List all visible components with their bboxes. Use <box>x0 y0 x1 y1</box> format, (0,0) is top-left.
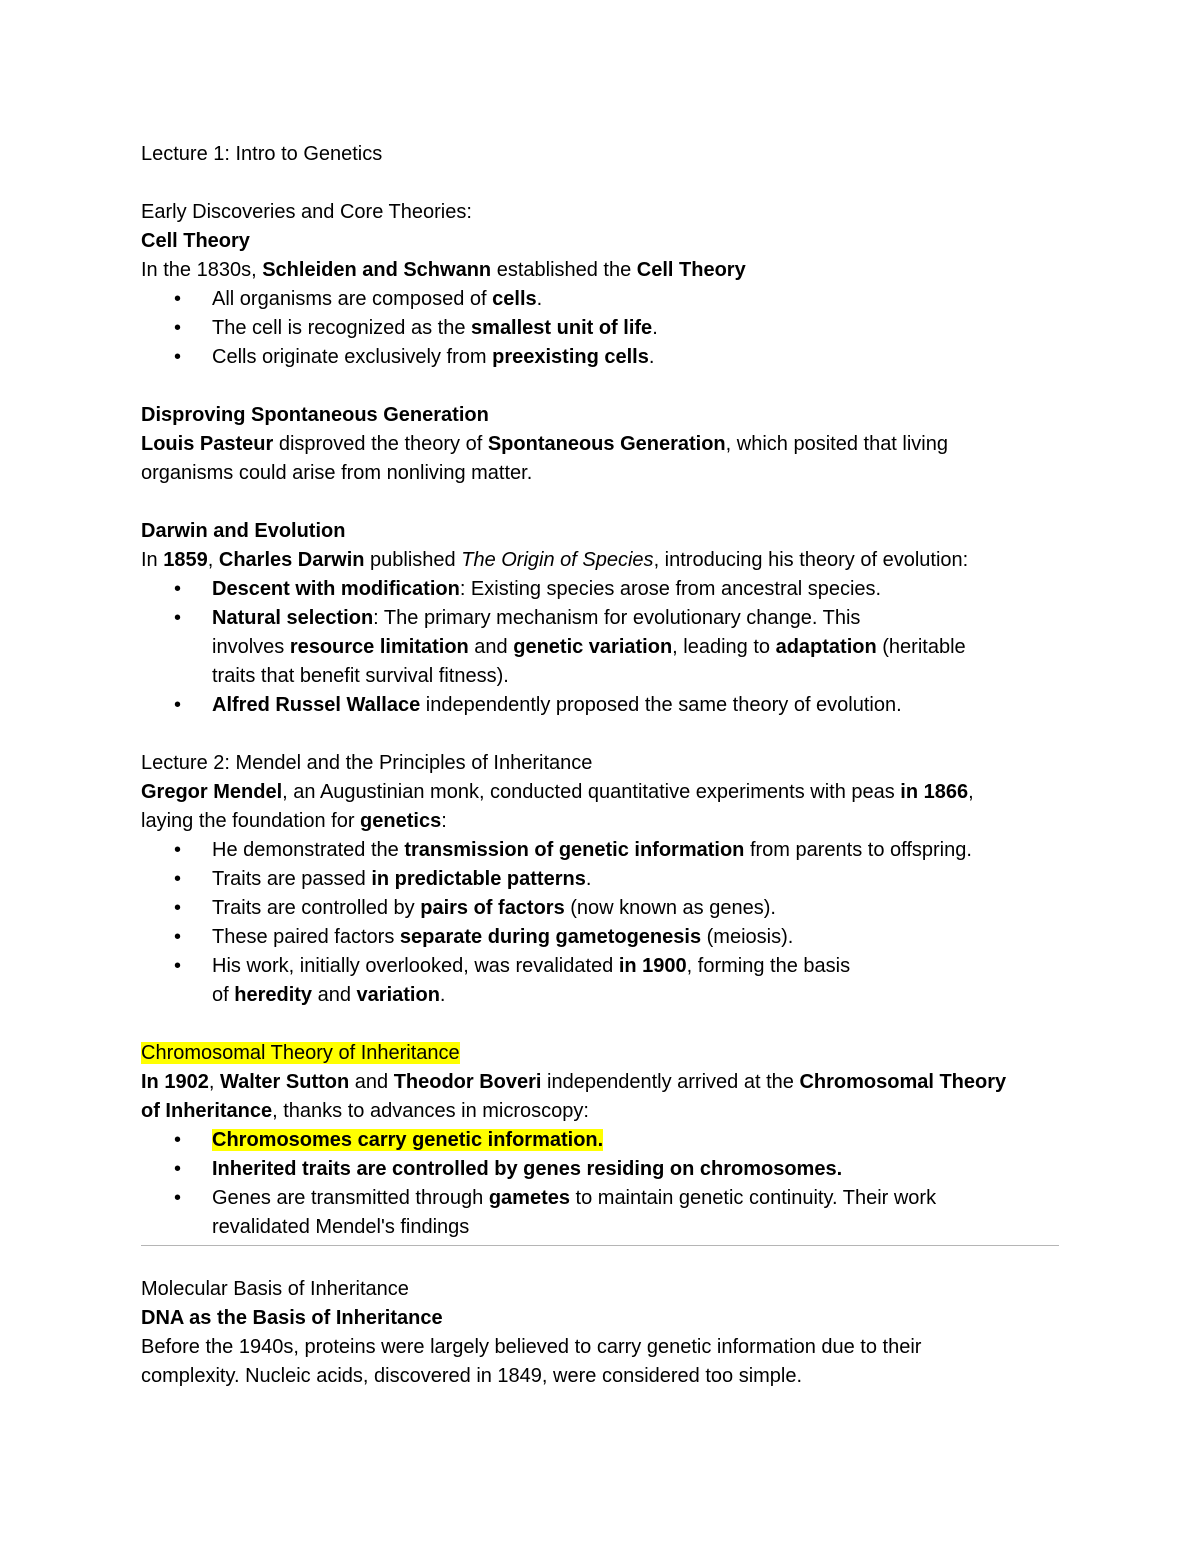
bullet-icon: • <box>174 839 182 861</box>
bullet-icon: • <box>174 1187 182 1209</box>
darwin-intro: In 1859, Charles Darwin published The Origin of Species, introducing his theory of evolution: <box>141 549 969 571</box>
mendel-intro-cont: laying the foundation for genetics: <box>141 810 447 832</box>
bullet-icon: • <box>174 694 182 716</box>
bullet-icon: • <box>174 1129 182 1151</box>
lecture-2-title: Lecture 2: Mendel and the Principles of Inheritance <box>141 752 593 774</box>
chromosomal-theory-heading: Chromosomal Theory of Inheritance <box>141 1042 460 1064</box>
list-item: • Descent with modification: Existing species arose from ancestral species. <box>141 575 1059 604</box>
list-item: • Alfred Russel Wallace independently proposed the same theory of evolution. <box>141 691 1059 720</box>
molecular-text-cont: complexity. Nucleic acids, discovered in 1849, were considered too simple. <box>141 1365 803 1387</box>
molecular-text: Before the 1940s, proteins were largely believed to carry genetic information due to their <box>141 1336 922 1358</box>
list-item: • These paired factors separate during gametogenesis (meiosis). <box>141 923 1059 952</box>
list-item: • Genes are transmitted through gametes to maintain genetic continuity. Their work revalidated Mendel's findings <box>141 1184 1059 1242</box>
list-item: • All organisms are composed of cells. <box>141 285 1059 314</box>
bullet-icon: • <box>174 578 182 600</box>
molecular-basis-heading: Molecular Basis of Inheritance <box>141 1278 409 1300</box>
bullet-icon: • <box>174 288 182 310</box>
bullet-icon: • <box>174 897 182 919</box>
spontaneous-generation-heading: Disproving Spontaneous Generation <box>141 404 489 426</box>
list-item: • Cells originate exclusively from preexisting cells. <box>141 343 1059 372</box>
bullet-icon: • <box>174 607 182 629</box>
dna-basis-subheading: DNA as the Basis of Inheritance <box>141 1307 443 1329</box>
bullet-icon: • <box>174 926 182 948</box>
darwin-heading: Darwin and Evolution <box>141 520 346 542</box>
cell-theory-intro: In the 1830s, Schleiden and Schwann established the Cell Theory <box>141 259 746 281</box>
list-item: • He demonstrated the transmission of genetic information from parents to offspring. <box>141 836 1059 865</box>
document-page <box>141 140 1059 1391</box>
spontaneous-generation-text: Louis Pasteur disproved the theory of Spontaneous Generation, which posited that living <box>141 433 948 455</box>
list-item: • Inherited traits are controlled by genes residing on chromosomes. <box>141 1155 1059 1184</box>
bullet-icon: • <box>174 955 182 977</box>
cell-theory-heading: Cell Theory <box>141 230 250 252</box>
chromosomal-theory-intro-cont: of Inheritance, thanks to advances in microscopy: <box>141 1100 589 1122</box>
list-item: • Natural selection: The primary mechanism for evolutionary change. This involves resource limitation and genetic variation, leading to adaptation (heritable traits that benefit survival fitness). <box>141 604 1059 691</box>
cell-theory-list <box>141 285 1059 372</box>
list-item: • The cell is recognized as the smallest unit of life. <box>141 314 1059 343</box>
section-heading-early-discoveries: Early Discoveries and Core Theories: <box>141 201 472 223</box>
darwin-list <box>141 575 1059 720</box>
list-item: • Chromosomes carry genetic information. <box>141 1126 1059 1155</box>
chromosomal-list <box>141 1126 1059 1242</box>
list-item: • Traits are passed in predictable patterns. <box>141 865 1059 894</box>
bullet-icon: • <box>174 317 182 339</box>
lecture-1-title: Lecture 1: Intro to Genetics <box>141 143 383 165</box>
mendel-list <box>141 836 1059 1010</box>
bullet-icon: • <box>174 346 182 368</box>
list-item: • Traits are controlled by pairs of factors (now known as genes). <box>141 894 1059 923</box>
mendel-intro: Gregor Mendel, an Augustinian monk, conducted quantitative experiments with peas in 1866, <box>141 781 974 803</box>
list-item: • His work, initially overlooked, was revalidated in 1900, forming the basis of heredity and variation. <box>141 952 1059 1010</box>
spontaneous-generation-text-cont: organisms could arise from nonliving matter. <box>141 462 533 484</box>
bullet-icon: • <box>174 868 182 890</box>
chromosomal-theory-intro: In 1902, Walter Sutton and Theodor Boveri independently arrived at the Chromosomal Theory <box>141 1071 1007 1093</box>
bullet-icon: • <box>174 1158 182 1180</box>
